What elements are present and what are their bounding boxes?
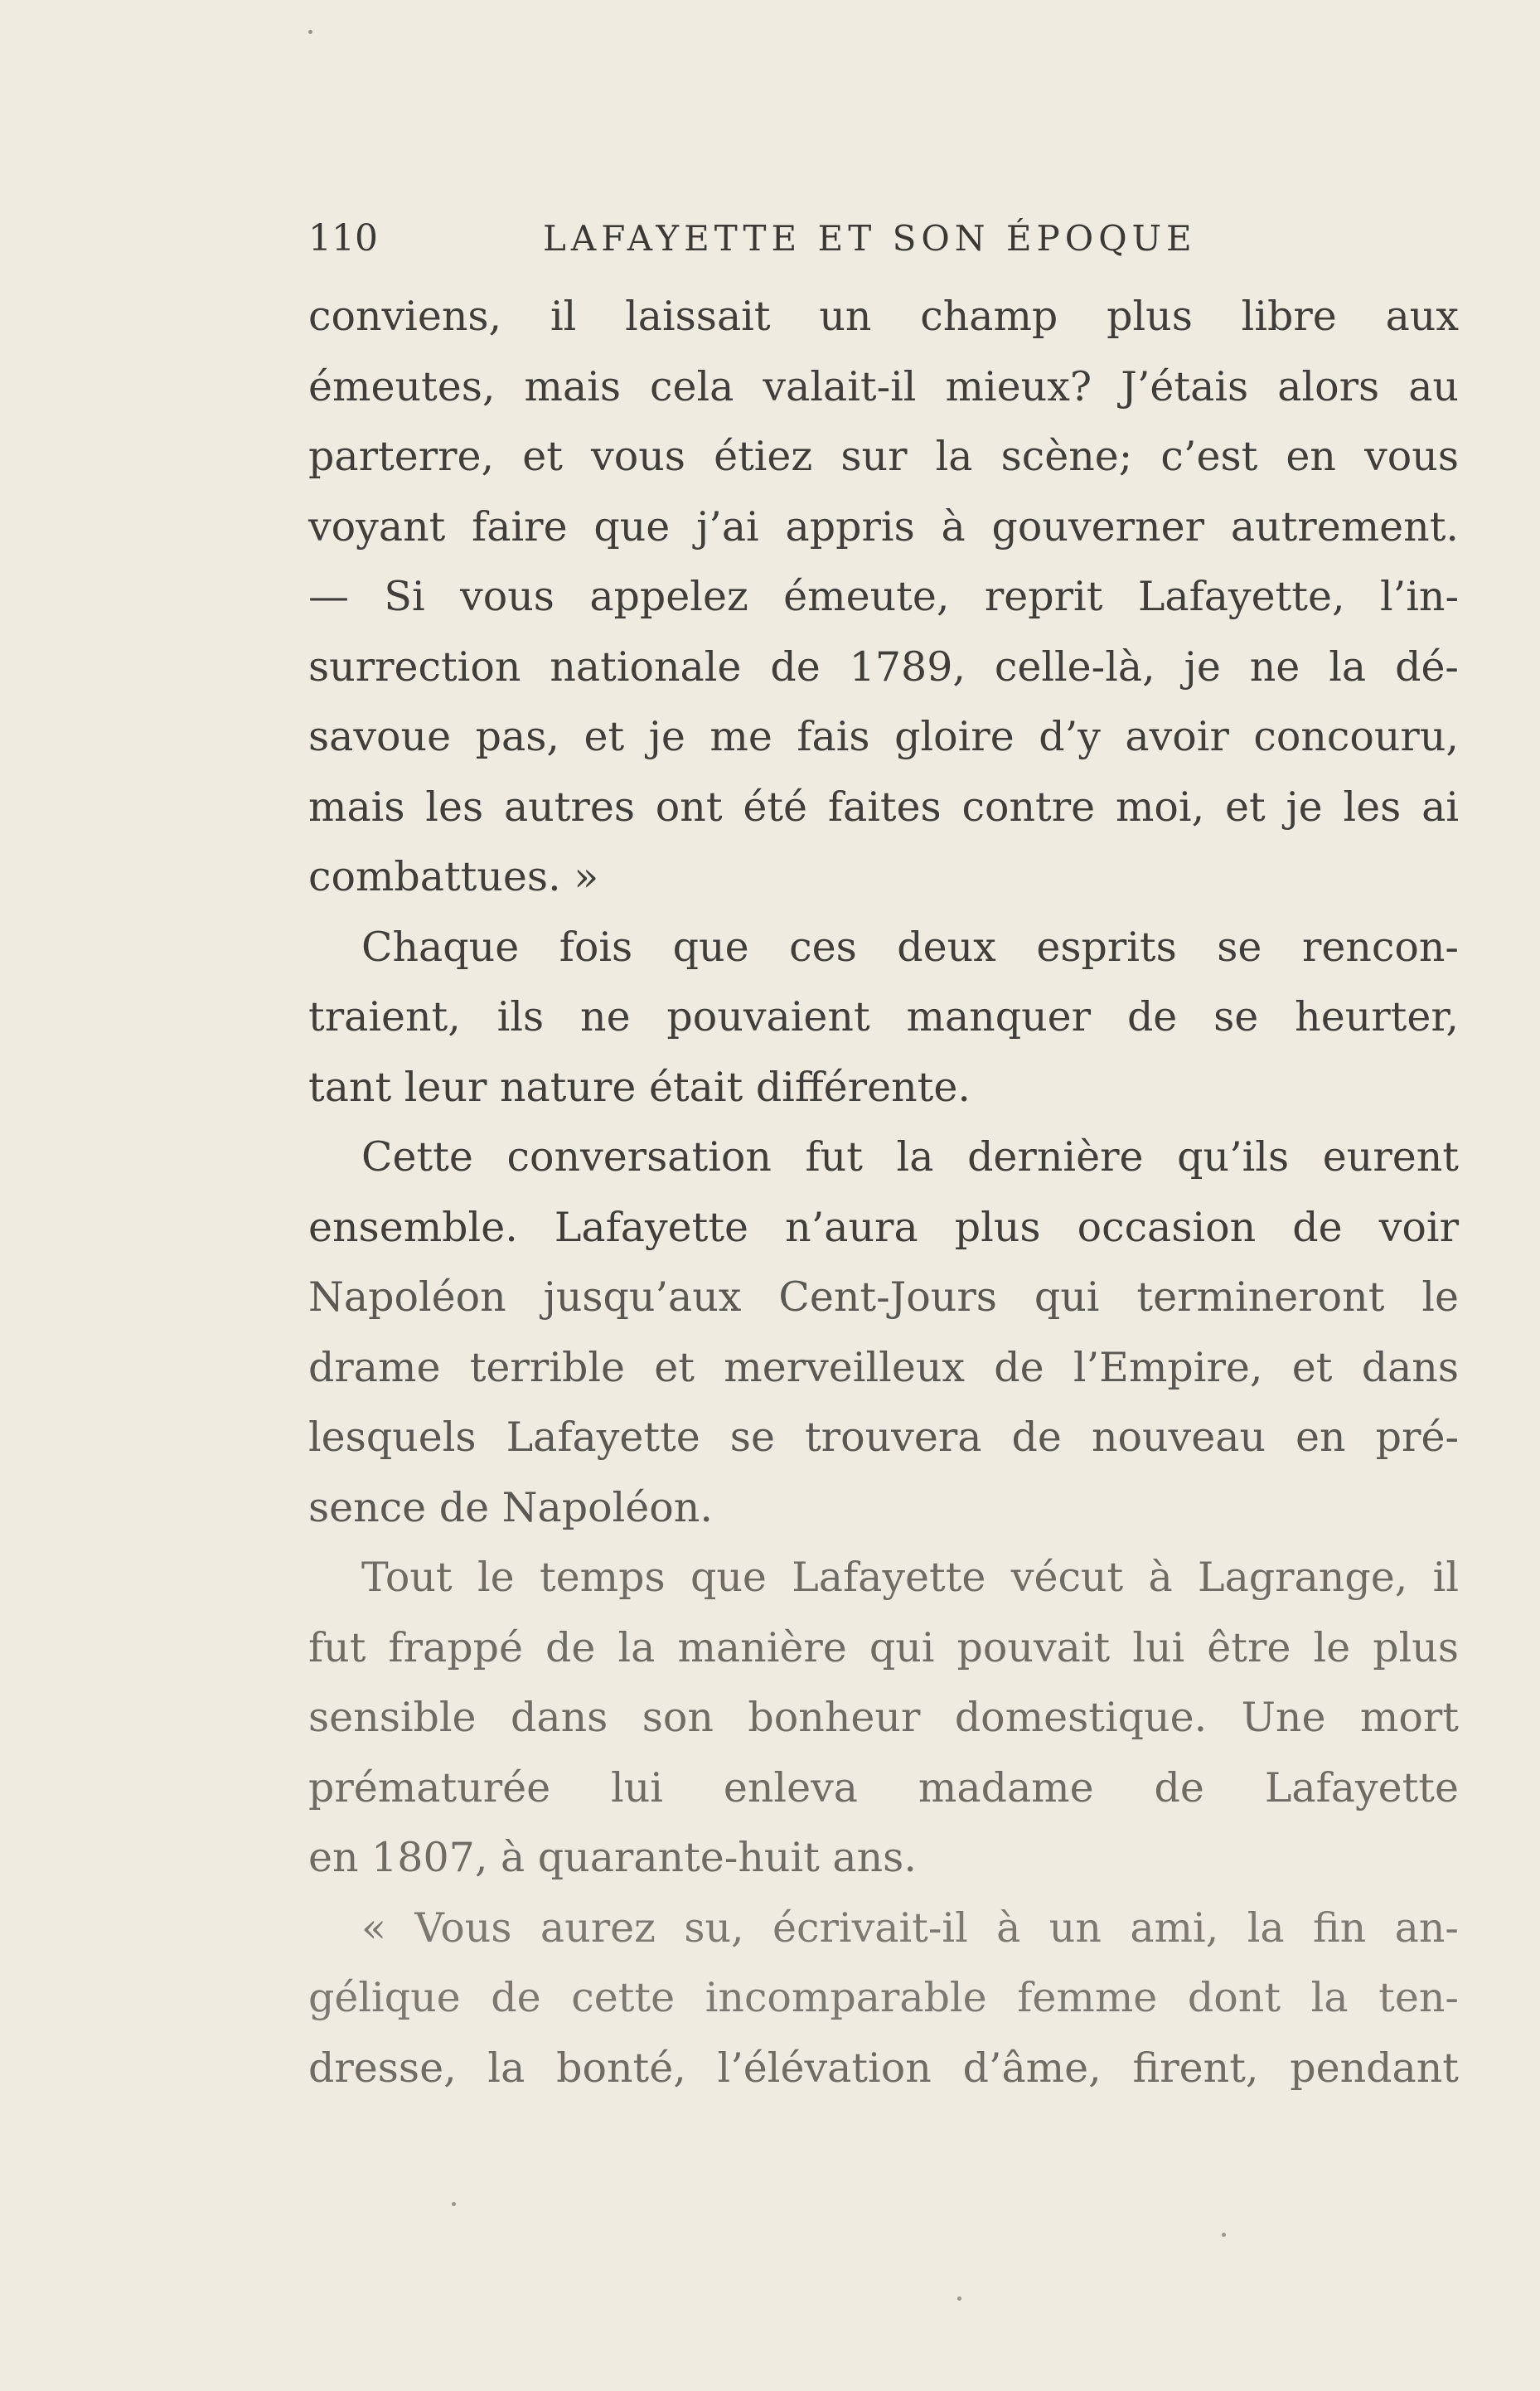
body-text [308,282,1459,2103]
text-line: — Si vous appelez émeute, reprit Lafayette, l’in- [308,573,1459,620]
text-line: surrection nationale de 1789, celle-là, je ne la dé- [308,643,1459,691]
text-line: sensible dans son bonheur domestique. Une mort [308,1694,1459,1741]
text-line: tant leur nature était différente. [308,1063,971,1111]
text-line: ensemble. Lafayette n’aura plus occasion de voir [308,1203,1459,1251]
text-line: prématurée lui enleva madame de Lafayette [308,1763,1459,1811]
text-line: combattues. » [308,853,599,900]
text-line: émeutes, mais cela valait-il mieux? J’étais alors au [308,362,1459,410]
text-line: lesquels Lafayette se trouvera de nouveau en pré- [308,1414,1459,1461]
text-line: mais les autres ont été faites contre moi, et je les ai [308,783,1459,831]
paper-speck [308,30,312,34]
text-line: savoue pas, et je me fais gloire d’y avoir concouru, [308,713,1459,760]
paper-speck [1222,2233,1226,2237]
text-line: fut frappé de la manière qui pouvait lui être le plus [308,1623,1459,1671]
text-line: Tout le temps que Lafayette vécut à Lagrange, il [361,1554,1459,1601]
text-line: traient, ils ne pouvaient manquer de se heurter, [308,993,1459,1040]
text-line: Cette conversation fut la dernière qu’ils eurent [361,1133,1459,1181]
page-number: 110 [308,217,378,259]
text-line: Napoléon jusqu’aux Cent-Jours qui termineront le [308,1273,1459,1321]
text-line: parterre, et vous étiez sur la scène; c’est en vous [308,433,1459,480]
paper-speck [452,2202,456,2206]
text-line: sence de Napoléon. [308,1483,713,1531]
text-line: « Vous aurez su, écrivait-il à un ami, la fin an- [361,1904,1459,1952]
page-header [308,214,1459,264]
text-line: drame terrible et merveilleux de l’Empire, et dans [308,1343,1459,1391]
paper-speck [957,2296,961,2301]
text-line: dresse, la bonté, l’élévation d’âme, firent, pendant [308,2044,1459,2092]
text-line: conviens, il laissait un champ plus libre aux [308,293,1459,340]
text-line: gélique de cette incomparable femme dont la ten- [308,1974,1459,2021]
running-title: LAFAYETTE ET SON ÉPOQUE [543,218,1197,259]
text-line: en 1807, à quarante-huit ans. [308,1834,917,1881]
text-line: Chaque fois que ces deux esprits se rencon- [361,923,1459,971]
text-line: voyant faire que j’ai appris à gouverner autrement. [308,502,1459,550]
